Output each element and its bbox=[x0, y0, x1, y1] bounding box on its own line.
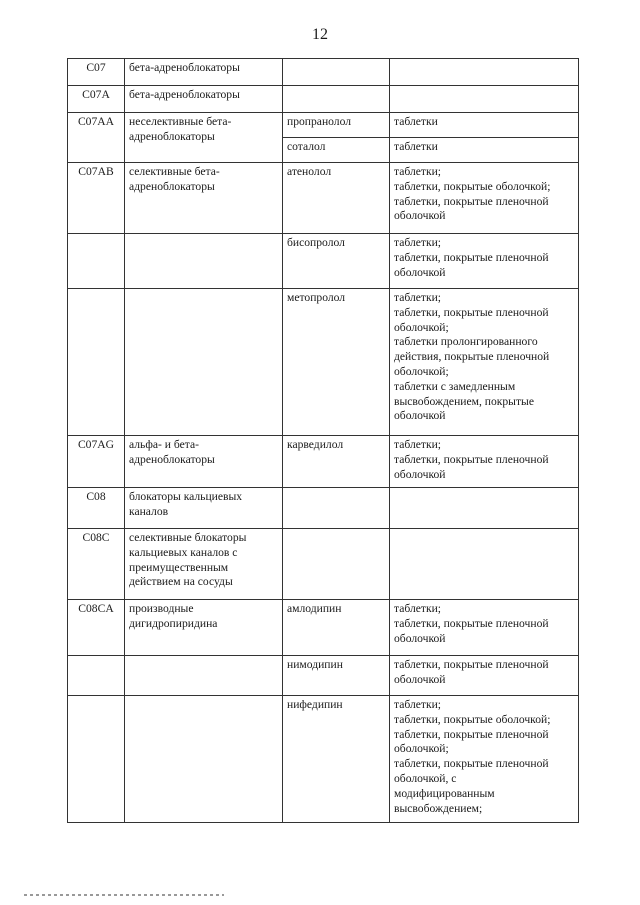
group-name-cell bbox=[125, 600, 283, 656]
atc-code-cell bbox=[68, 696, 125, 823]
cell-text-line: таблетки пролонгированного bbox=[394, 335, 538, 349]
atc-code-cell bbox=[68, 163, 125, 234]
cell-text-line: таблетки, покрытые оболочкой; bbox=[394, 712, 551, 726]
drug-name-cell bbox=[283, 656, 390, 696]
cell-text-line: таблетки, покрытые пленочной bbox=[394, 194, 549, 208]
atc-code-cell bbox=[68, 113, 125, 163]
atc-code-cell bbox=[68, 289, 125, 436]
cell-text-line: нифедипин bbox=[287, 698, 343, 711]
atc-code-cell bbox=[68, 488, 125, 529]
group-name-cell bbox=[125, 59, 283, 86]
cell-text-line: оболочкой bbox=[394, 467, 446, 481]
group-name-cell bbox=[125, 696, 283, 823]
group-name-cell bbox=[125, 113, 283, 163]
dosage-form-cell bbox=[390, 234, 579, 289]
cell-text-line: оболочкой bbox=[394, 265, 446, 279]
cell-text-line: таблетки; bbox=[394, 602, 442, 615]
cell-text-line: таблетки, покрытые пленочной bbox=[394, 452, 549, 466]
atc-drug-table bbox=[67, 58, 579, 823]
dosage-form-cell bbox=[390, 163, 579, 234]
drug-name-cell bbox=[283, 696, 390, 823]
atc-code-cell bbox=[68, 59, 125, 86]
table-row bbox=[68, 600, 579, 656]
dosage-form-cell bbox=[390, 529, 579, 600]
cell-text-line: таблетки bbox=[394, 140, 438, 153]
cell-text-line: селективные бета- bbox=[129, 165, 220, 178]
cell-text-line: адреноблокаторы bbox=[129, 452, 215, 466]
cell-text-line: C07AA bbox=[77, 115, 115, 128]
group-name-cell bbox=[125, 529, 283, 600]
page-number: 12 bbox=[312, 26, 328, 43]
drug-name-cell bbox=[283, 86, 390, 113]
drug-name-cell bbox=[283, 488, 390, 529]
cell-text-line: соталол bbox=[287, 140, 326, 153]
drug-name-cell bbox=[283, 529, 390, 600]
table-row bbox=[68, 86, 579, 113]
table-row bbox=[68, 436, 579, 488]
cell-text-line: таблетки; bbox=[394, 236, 442, 249]
cell-text-line: карведилол bbox=[287, 438, 344, 451]
cell-text-line: пропранолол bbox=[287, 115, 352, 128]
cell-text-line: таблетки, покрытые пленочной bbox=[394, 757, 549, 771]
scan-edge-mark bbox=[24, 894, 224, 896]
cell-text-line: адреноблокаторы bbox=[129, 129, 215, 143]
drug-name-cell bbox=[283, 234, 390, 289]
cell-text-line: таблетки; bbox=[394, 438, 442, 451]
cell-text-line: каналов bbox=[129, 504, 169, 518]
cell-text-line: селективные блокаторы bbox=[129, 531, 247, 544]
cell-text-line: таблетки; bbox=[394, 165, 442, 178]
atc-code-cell bbox=[68, 600, 125, 656]
cell-text-line: метопролол bbox=[287, 291, 346, 304]
table-row bbox=[68, 488, 579, 529]
dosage-form-cell bbox=[390, 488, 579, 529]
drug-name-cell bbox=[283, 59, 390, 86]
cell-text-line: дигидропиридина bbox=[129, 616, 218, 630]
atc-code-cell bbox=[68, 529, 125, 600]
group-name-cell bbox=[125, 289, 283, 436]
cell-text-line: альфа- и бета- bbox=[129, 438, 199, 451]
table-row bbox=[68, 59, 579, 86]
cell-text-line: таблетки, покрытые пленочной bbox=[394, 250, 549, 264]
drug-name-cell bbox=[283, 113, 390, 138]
dosage-form-cell bbox=[390, 436, 579, 488]
dosage-form-cell bbox=[390, 600, 579, 656]
group-name-cell bbox=[125, 656, 283, 696]
cell-text-line: преимущественным bbox=[129, 560, 229, 574]
cell-text-line: оболочкой, с bbox=[394, 771, 457, 785]
table-row bbox=[68, 529, 579, 600]
cell-text-line: бисопролол bbox=[287, 236, 345, 249]
drug-name-cell bbox=[283, 600, 390, 656]
group-name-cell bbox=[125, 163, 283, 234]
cell-text-line: оболочкой; bbox=[394, 320, 449, 334]
cell-text-line: оболочкой; bbox=[394, 742, 449, 756]
atc-code-cell bbox=[68, 656, 125, 696]
dosage-form-cell bbox=[390, 59, 579, 86]
cell-text-line: оболочкой; bbox=[394, 364, 449, 378]
dosage-form-cell bbox=[390, 138, 579, 163]
cell-text-line: высвобождением; bbox=[394, 801, 483, 815]
atc-code-cell bbox=[68, 234, 125, 289]
group-name-cell bbox=[125, 86, 283, 113]
cell-text-line: C07AG bbox=[77, 438, 115, 451]
group-name-cell bbox=[125, 234, 283, 289]
cell-text-line: бета-адреноблокаторы bbox=[129, 61, 240, 74]
table-body bbox=[68, 59, 579, 823]
cell-text-line: таблетки с замедленным bbox=[394, 379, 516, 393]
dosage-form-cell bbox=[390, 289, 579, 436]
cell-text-line: таблетки, покрытые пленочной bbox=[394, 616, 549, 630]
cell-text-line: таблетки, покрытые оболочкой; bbox=[394, 179, 551, 193]
table-row bbox=[68, 696, 579, 823]
table-row bbox=[68, 234, 579, 289]
dosage-form-cell bbox=[390, 656, 579, 696]
cell-text-line: модифицированным bbox=[394, 786, 495, 800]
cell-text-line: C07AB bbox=[78, 165, 114, 178]
cell-text-line: таблетки bbox=[394, 115, 438, 128]
group-name-cell bbox=[125, 436, 283, 488]
cell-text-line: высвобождением, покрытые bbox=[394, 394, 534, 408]
cell-text-line: таблетки, покрытые пленочной bbox=[394, 658, 549, 671]
cell-text-line: действия, покрытые пленочной bbox=[394, 350, 550, 364]
cell-text-line: кальциевых каналов с bbox=[129, 545, 238, 559]
drug-name-cell bbox=[283, 436, 390, 488]
cell-text-line: блокаторы кальциевых bbox=[129, 490, 243, 503]
cell-text-line: C08C bbox=[82, 531, 110, 544]
cell-text-line: бета-адреноблокаторы bbox=[129, 88, 240, 101]
cell-text-line: C08CA bbox=[78, 602, 114, 615]
table-row bbox=[68, 113, 579, 138]
cell-text-line: неселективные бета- bbox=[129, 115, 232, 128]
cell-text-line: адреноблокаторы bbox=[129, 179, 215, 193]
atc-code-cell bbox=[68, 86, 125, 113]
cell-text-line: оболочкой bbox=[394, 209, 446, 223]
cell-text-line: амлодипин bbox=[287, 602, 342, 615]
drug-name-cell bbox=[283, 138, 390, 163]
cell-text-line: действием на сосуды bbox=[129, 575, 233, 589]
cell-text-line: производные bbox=[129, 602, 194, 615]
drug-name-cell bbox=[283, 163, 390, 234]
group-name-cell bbox=[125, 488, 283, 529]
cell-text-line: таблетки; bbox=[394, 291, 442, 304]
cell-text-line: нимодипин bbox=[287, 658, 343, 671]
cell-text-line: таблетки, покрытые пленочной bbox=[394, 727, 549, 741]
cell-text-line: оболочкой bbox=[394, 672, 446, 686]
cell-text-line: оболочкой bbox=[394, 631, 446, 645]
dosage-form-cell bbox=[390, 86, 579, 113]
table-row bbox=[68, 656, 579, 696]
table-row bbox=[68, 289, 579, 436]
cell-text-line: C07 bbox=[86, 61, 106, 74]
dosage-form-cell bbox=[390, 113, 579, 138]
drug-name-cell bbox=[283, 289, 390, 436]
cell-text-line: C07A bbox=[82, 88, 110, 101]
atc-code-cell bbox=[68, 436, 125, 488]
cell-text-line: таблетки, покрытые пленочной bbox=[394, 305, 549, 319]
cell-text-line: оболочкой bbox=[394, 409, 446, 423]
cell-text-line: C08 bbox=[86, 490, 106, 503]
cell-text-line: таблетки; bbox=[394, 698, 442, 711]
table-row bbox=[68, 163, 579, 234]
dosage-form-cell bbox=[390, 696, 579, 823]
cell-text-line: атенолол bbox=[287, 165, 332, 178]
